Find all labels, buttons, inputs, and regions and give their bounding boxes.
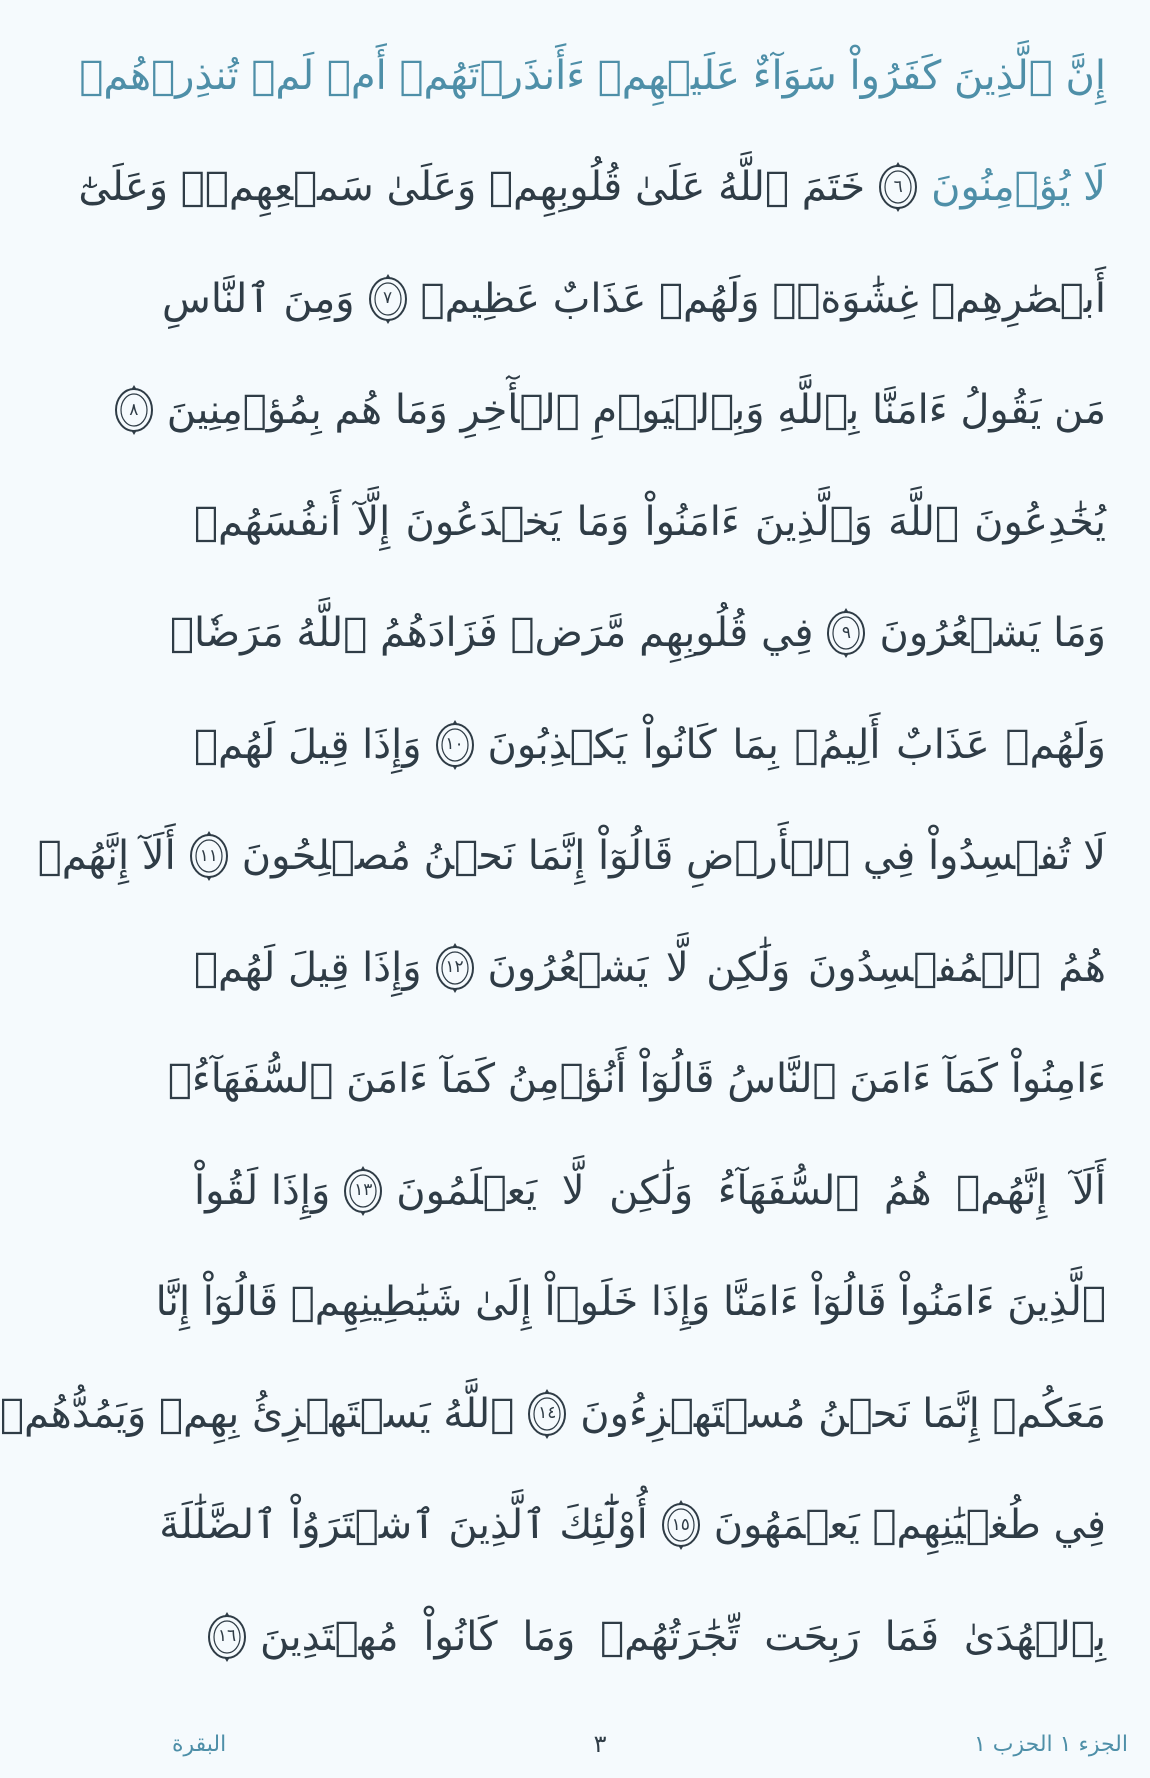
verse-line-12 xyxy=(155,1247,1106,1359)
ayah-marker-icon xyxy=(823,604,869,662)
verse-line-2 xyxy=(78,132,1106,244)
ayah-number: ١١ xyxy=(199,845,218,866)
verse-line-11 xyxy=(194,1135,1106,1247)
verse-text: وَإِذَا قِيلَ لَهُمۡ xyxy=(194,721,422,768)
ayah-marker-icon xyxy=(365,270,411,328)
verse-line-10 xyxy=(167,1024,1106,1136)
verse-text: ٱللَّهُ يَسۡتَهۡزِئُ بِهِمۡ وَيَمُدُّهُمۡ xyxy=(0,1390,515,1437)
verse-line-3 xyxy=(161,243,1106,355)
ayah-marker-icon xyxy=(432,939,478,997)
ayah-number: ١٣ xyxy=(354,1180,373,1201)
verse-text: أَلَآ إِنَّهُمۡ xyxy=(37,833,176,880)
verse-text: يُخَٰدِعُونَ ٱللَّهَ وَٱلَّذِينَ ءَامَنُواْ وَمَا يَخۡدَعُونَ إِلَّآ أَنفُسَهُمۡ xyxy=(194,498,1106,545)
ayah-marker-icon xyxy=(432,716,478,774)
ayah-marker-icon xyxy=(204,1608,250,1666)
ayah-number: ١٤ xyxy=(538,1403,557,1424)
verse-text: مَن يَقُولُ ءَامَنَّا بِٱللَّهِ وَبِٱلۡيَوۡمِ ٱلۡأٓخِرِ وَمَا هُم بِمُؤۡمِنِينَ xyxy=(166,387,1106,434)
ayah-marker-icon xyxy=(875,158,921,216)
verse-text: فِي قُلُوبِهِم مَّرَضٞ فَزَادَهُمُ ٱللَّهُ مَرَضٗاۖ xyxy=(169,610,814,657)
ayah-number: ٧ xyxy=(383,288,393,309)
verse-text: وَلَهُمۡ عَذَابٌ أَلِيمُۢ بِمَا كَانُواْ يَكۡذِبُونَ xyxy=(487,721,1106,768)
ayah-marker-icon xyxy=(186,827,232,885)
ayah-number: ١٢ xyxy=(445,957,464,978)
juz-hizb-label: الجزء ١ الحزب ١ xyxy=(973,1731,1128,1757)
verse-line-9 xyxy=(194,912,1106,1024)
verse-line-14 xyxy=(159,1470,1106,1582)
verse-line-8 xyxy=(37,801,1106,913)
verse-text: إِنَّ ٱلَّذِينَ كَفَرُواْ سَوَآءٌ عَلَيۡهِمۡ ءَأَنذَرۡتَهُمۡ أَمۡ لَمۡ تُنذِرۡهُمۡ xyxy=(79,52,1106,99)
verse-text: أَلَآ إِنَّهُمۡ هُمُ ٱلسُّفَهَآءُ وَلَٰكِن لَّا يَعۡلَمُونَ xyxy=(396,1167,1106,1214)
verse-text: لَا يُؤۡمِنُونَ xyxy=(931,164,1106,211)
verse-text: لَا تُفۡسِدُواْ فِي ٱلۡأَرۡضِ قَالُوٓاْ إِنَّمَا نَحۡنُ مُصۡلِحُونَ xyxy=(241,833,1106,880)
ayah-number: ٦ xyxy=(893,176,903,197)
verse-text: مَعَكُمۡ إِنَّمَا نَحۡنُ مُسۡتَهۡزِءُونَ xyxy=(580,1390,1106,1437)
ayah-number: ١٥ xyxy=(671,1514,690,1535)
page-number: ٣ xyxy=(593,1730,607,1758)
verse-lines xyxy=(0,20,1106,1693)
verse-line-13 xyxy=(0,1358,1106,1470)
verse-text: هُمُ ٱلۡمُفۡسِدُونَ وَلَٰكِن لَّا يَشۡعُرُونَ xyxy=(487,944,1106,991)
verse-text: وَمِنَ ٱلنَّاسِ xyxy=(161,275,355,322)
verse-text: أُوْلَٰٓئِكَ ٱلَّذِينَ ٱشۡتَرَوُاْ ٱلضَّلَٰلَةَ xyxy=(159,1502,648,1549)
ayah-number: ٨ xyxy=(129,399,139,420)
surah-name: البقرة xyxy=(172,1731,227,1757)
ayah-marker-icon xyxy=(658,1496,704,1554)
ayah-marker-icon xyxy=(111,381,157,439)
page-footer xyxy=(172,1724,1128,1764)
verse-line-4 xyxy=(129,355,1106,467)
ayah-marker-icon xyxy=(340,1162,386,1220)
ayah-number: ١٦ xyxy=(217,1626,237,1647)
ayah-marker-icon xyxy=(524,1385,570,1443)
verse-text: أَبۡصَٰرِهِمۡ غِشَٰوَةٞۖ وَلَهُمۡ عَذَابٌ عَظِيمٞ xyxy=(420,275,1106,322)
verse-text: وَمَا يَشۡعُرُونَ xyxy=(879,610,1106,657)
verse-text: خَتَمَ ٱللَّهُ عَلَىٰ قُلُوبِهِمۡ وَعَلَىٰ سَمۡعِهِمۡۖ وَعَلَىٰٓ xyxy=(78,164,866,211)
verse-text: وَإِذَا قِيلَ لَهُمۡ xyxy=(194,944,422,991)
verse-line-5 xyxy=(194,466,1106,578)
verse-text: بِٱلۡهُدَىٰ فَمَا رَبِحَت تِّجَٰرَتُهُمۡ وَمَا كَانُواْ مُهۡتَدِينَ xyxy=(260,1613,1106,1660)
verse-line-7 xyxy=(194,689,1106,801)
verse-text: ٱلَّذِينَ ءَامَنُواْ قَالُوٓاْ ءَامَنَّا وَإِذَا خَلَوۡاْ إِلَىٰ شَيَٰطِينِهِمۡ قَالُوٓاْ إِنَّا xyxy=(155,1279,1106,1326)
verse-line-15 xyxy=(194,1581,1106,1693)
ayah-number: ١٠ xyxy=(445,734,464,755)
verse-text: ءَامِنُواْ كَمَآ ءَامَنَ ٱلنَّاسُ قَالُوٓاْ أَنُؤۡمِنُ كَمَآ ءَامَنَ ٱلسُّفَهَآءُۗ xyxy=(167,1056,1106,1103)
verse-text: وَإِذَا لَقُواْ xyxy=(194,1167,331,1214)
verse-line-1 xyxy=(79,20,1106,132)
verse-text: فِي طُغۡيَٰنِهِمۡ يَعۡمَهُونَ xyxy=(713,1502,1106,1549)
verse-line-6 xyxy=(169,578,1106,690)
ayah-number: ٩ xyxy=(841,622,852,643)
